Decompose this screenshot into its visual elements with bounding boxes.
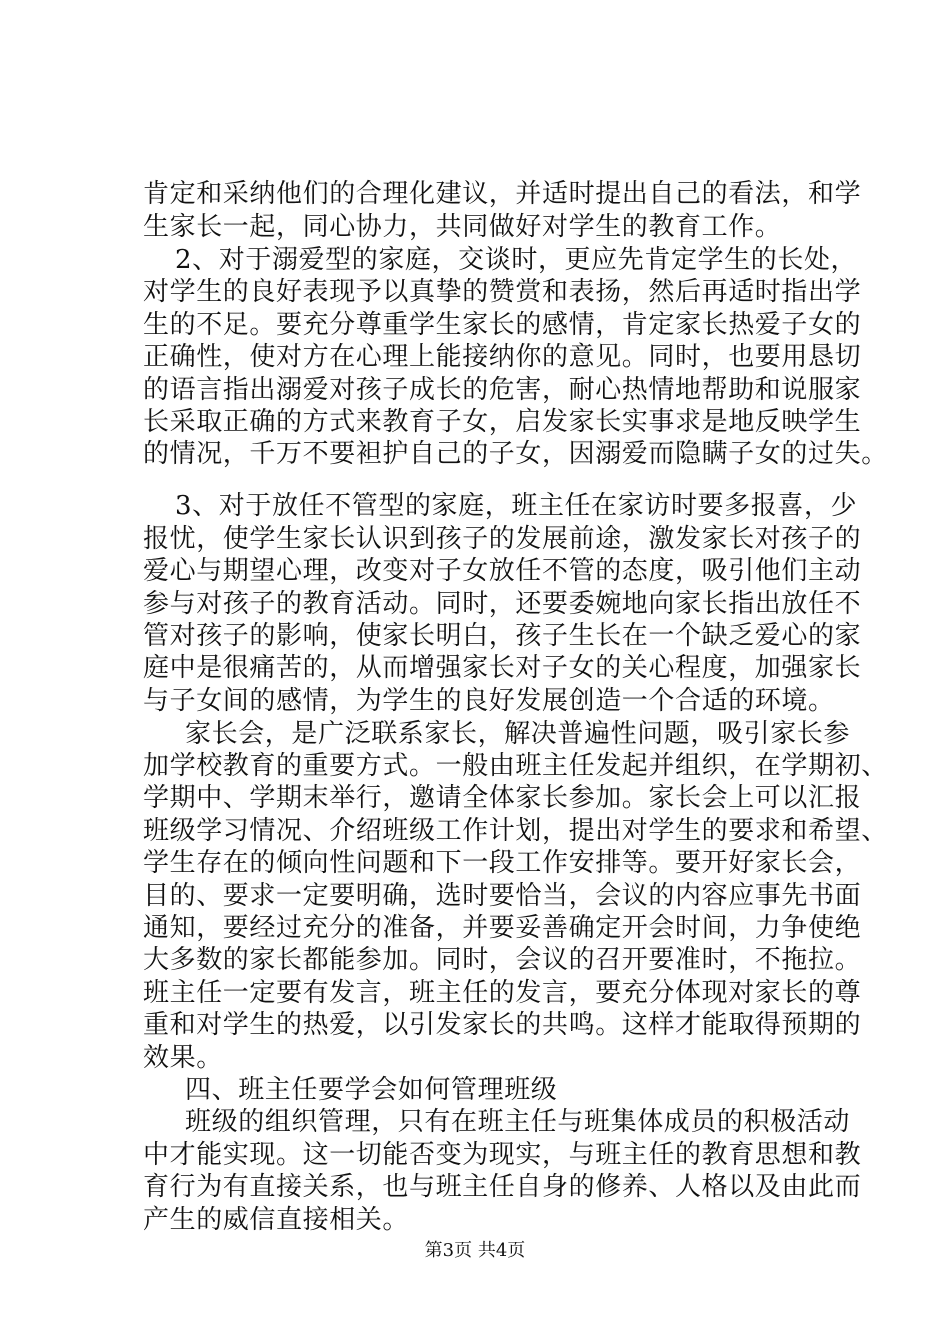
text-line: 的情况，千万不要袒护自己的子女，因溺爱而隐瞒子女的过失。	[143, 439, 888, 469]
text-line: 产生的威信直接相关。	[143, 1205, 410, 1235]
text-line: 的语言指出溺爱对孩子成长的危害，耐心热情地帮助和说服家	[143, 375, 862, 405]
text-line: 班级学习情况、介绍班级工作计划，提出对学生的要求和希望、	[143, 816, 888, 846]
text-line: 庭中是很痛苦的，从而增强家长对子女的关心程度，加强家长	[143, 653, 862, 683]
text-line: 肯定和采纳他们的合理化建议，并适时提出自己的看法，和学	[143, 179, 862, 209]
text-line: 学生存在的倾向性问题和下一段工作安排等。要开好家长会，	[143, 848, 862, 878]
text-line: 爱心与期望心理，改变对子女放任不管的态度，吸引他们主动	[143, 556, 862, 586]
text-line: 正确性，使对方在心理上能接纳你的意见。同时，也要用恳切	[143, 342, 862, 372]
text-line: 重和对学生的热爱，以引发家长的共鸣。这样才能取得预期的	[143, 1010, 862, 1040]
text-line: 生的不足。要充分尊重学生家长的感情，肯定家长热爱子女的	[143, 310, 862, 340]
text-line: 与子女间的感情，为学生的良好发展创造一个合适的环境。	[143, 686, 835, 716]
text-line: 大多数的家长都能参加。同时，会议的召开要准时，不拖拉。	[143, 945, 862, 975]
text-line: 效果。	[143, 1043, 223, 1073]
text-line: 管对孩子的影响，使家长明白，孩子生长在一个缺乏爱心的家	[143, 621, 862, 651]
section-heading: 四、班主任要学会如何管理班级	[185, 1075, 558, 1105]
text-line: 班级的组织管理，只有在班主任与班集体成员的积极活动	[185, 1107, 851, 1137]
text-line: 报忧，使学生家长认识到孩子的发展前途，激发家长对孩子的	[143, 524, 862, 554]
text-line: 家长会，是广泛联系家长，解决普遍性问题，吸引家长参	[185, 719, 851, 749]
text-line: 加学校教育的重要方式。一般由班主任发起并组织，在学期初、	[143, 751, 888, 781]
text-line: 班主任一定要有发言，班主任的发言，要充分体现对家长的尊	[143, 978, 862, 1008]
text-line: 长采取正确的方式来教育子女，启发家长实事求是地反映学生	[143, 407, 862, 437]
text-line: 目的、要求一定要明确，选时要恰当，会议的内容应事先书面	[143, 881, 862, 911]
text-line: 学期中、学期末举行，邀请全体家长参加。家长会上可以汇报	[143, 783, 862, 813]
text-line: 育行为有直接关系，也与班主任自身的修养、人格以及由此而	[143, 1172, 862, 1202]
text-line: 生家长一起，同心协力，共同做好对学生的教育工作。	[143, 212, 782, 242]
text-line: 对学生的良好表现予以真挚的赞赏和表扬，然后再适时指出学	[143, 277, 862, 307]
text-line: 2、对于溺爱型的家庭，交谈时，更应先肯定学生的长处，	[175, 245, 858, 275]
text-line: 通知，要经过充分的准备，并要妥善确定开会时间，力争使绝	[143, 913, 862, 943]
text-line: 3、对于放任不管型的家庭，班主任在家访时要多报喜，少	[175, 491, 858, 521]
text-line: 中才能实现。这一切能否变为现实，与班主任的教育思想和教	[143, 1140, 862, 1170]
page-number-footer: 第3页 共4页	[424, 1240, 526, 1261]
text-line: 参与对孩子的教育活动。同时，还要委婉地向家长指出放任不	[143, 589, 862, 619]
